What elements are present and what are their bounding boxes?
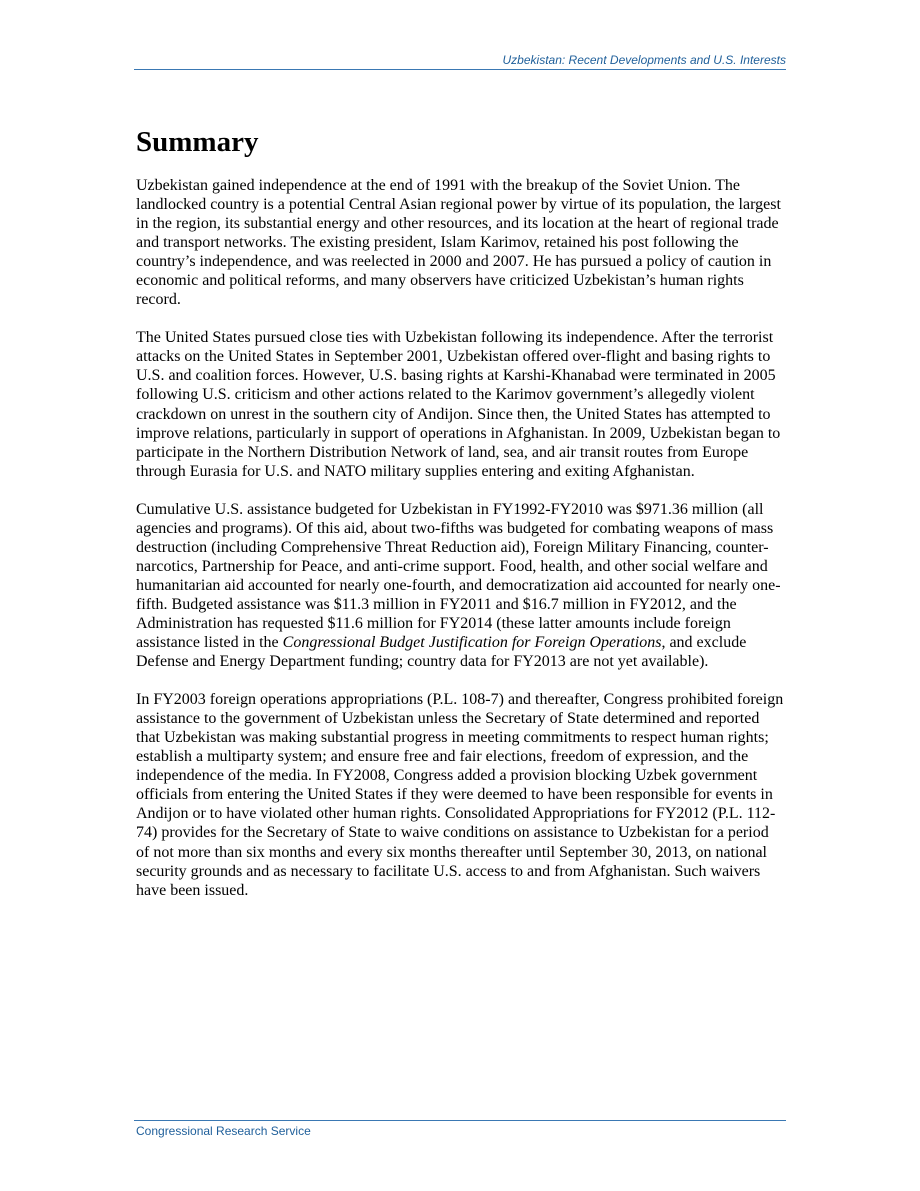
paragraph-us-relations: The United States pursued close ties with Uzbekistan following its independence. After the terrorist attacks on the United States in September 2001, Uzbekistan offered over-flight and basing rights to U.S. and coalition forces. However, U.S. basing rights at Karshi-Khanabad were terminated in 2005 following U.S. criticism and other actions related to the Karimov government’s allegedly violent crackdown on unrest in the southern city of Andijon. Since then, the United States has attempted to improve relations, particularly in support of operations in Afghanistan. In 2009, Uzbekistan began to participate in the Northern Distribution Network of land, sea, and air transit routes from Europe through Eurasia for U.S. and NATO military supplies entering and exiting Afghanistan. (136, 329, 781, 480)
paragraph-assistance (136, 500, 786, 671)
running-header-title: Uzbekistan: Recent Developments and U.S. Interests (502, 53, 786, 67)
running-footer (134, 1120, 786, 1139)
running-header (134, 52, 786, 70)
footer-organization: Congressional Research Service (136, 1124, 311, 1138)
paragraph-assistance-text-2: , and exclude Defense and Energy Department funding; country data for FY2013 are not yet available). (136, 634, 747, 671)
budget-justification-title: Congressional Budget Justification for Foreign Operations (282, 634, 662, 652)
paragraph-independence: Uzbekistan gained independence at the end of 1991 with the breakup of the Soviet Union. The landlocked country is a potential Central Asian regional power by virtue of its population, the largest in the region, its substantial energy and other resources, and its location at the heart of regional trade and transport networks. The existing president, Islam Karimov, retained his post following the country’s independence, and was reelected in 2000 and 2007. He has pursued a policy of caution in economic and political reforms, and many observers have criticized Uzbekistan’s human rights record. (136, 177, 781, 309)
paragraph-congress-conditions: In FY2003 foreign operations appropriations (P.L. 108-7) and thereafter, Congress prohibited foreign assistance to the government of Uzbekistan unless the Secretary of State determined and reported that Uzbekistan was making substantial progress in meeting commitments to respect human rights; establish a multiparty system; and ensure free and fair elections, freedom of expression, and the independence of the media. In FY2008, Congress added a provision blocking Uzbek government officials from entering the United States if they were deemed to have been responsible for events in Andijon or to have violated other human rights. Consolidated Appropriations for FY2012 (P.L. 112-74) provides for the Secretary of State to waive conditions on assistance to Uzbekistan for a period of not more than six months and every six months thereafter until September 30, 2013, on national security grounds and as necessary to facilitate U.S. access to and from Afghanistan. Such waivers have been issued. (136, 691, 784, 899)
section-title: Summary (136, 126, 259, 158)
paragraph-assistance-text-1: Cumulative U.S. assistance budgeted for Uzbekistan in FY1992-FY2010 was $971.36 million (all agencies and programs). Of this aid, about two-fifths was budgeted for combating weapons of mass destruction (including Comprehensive Threat Reduction aid), Foreign Military Financing, counter-narcotics, Partnership for Peace, and anti-crime support. Food, health, and other social welfare and humanitarian aid accounted for nearly one-fourth, and democratization aid accounted for nearly one-fifth. Budgeted assistance was $11.3 million in FY2011 and $16.7 million in FY2012, and the Administration has requested $11.6 million for FY2014 (these latter amounts include foreign assistance listed in the (136, 500, 781, 652)
summary-body (136, 176, 786, 919)
